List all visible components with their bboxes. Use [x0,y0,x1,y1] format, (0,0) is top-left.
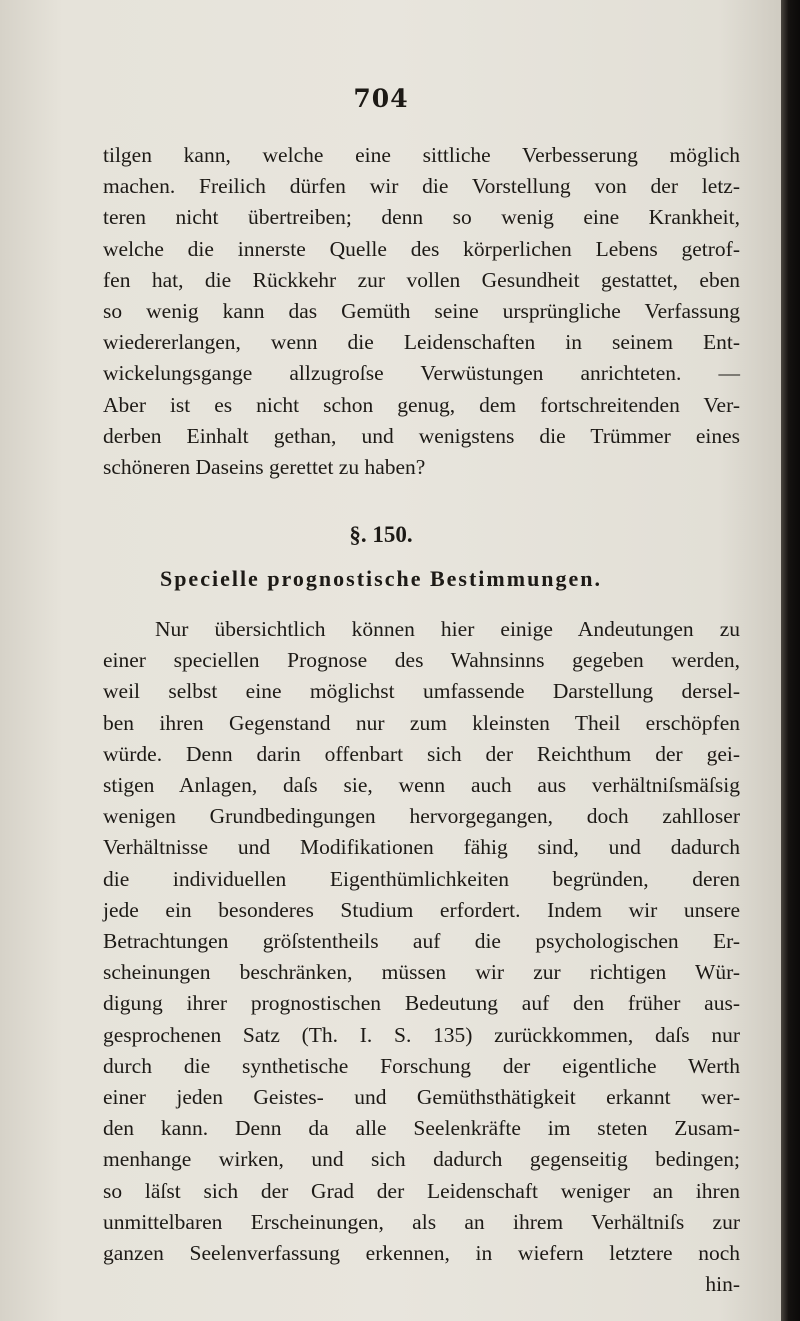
book-edge-shadow [781,0,800,1321]
text-line: wenigen Grundbedingungen hervorgegangen, doch zahlloser [103,804,740,829]
text-line: stigen Anlagen, daſs sie, wenn auch aus verhältniſsmäſsig [103,773,740,798]
page-number: 704 [353,84,409,113]
text-line: durch die synthetische Forschung der eigentliche Werth [103,1053,740,1078]
text-line: menhange wirken, und sich dadurch gegenseitig bedingen; [103,1147,740,1172]
text-line: so läſst sich der Grad der Leidenschaft weniger an ihren [103,1178,740,1203]
text-line: gesprochenen Satz (Th. I. S. 135) zurückkommen, daſs nur [103,1022,740,1047]
text-line: jede ein besonderes Studium erfordert. Indem wir unsere [103,897,740,922]
text-line: Aber ist es nicht schon genug, dem fortschreitenden Ver- [103,392,740,417]
text-line: unmittelbaren Erscheinungen, als an ihrem Verhältniſs zur [103,1209,740,1234]
text-line: wiedererlangen, wenn die Leidenschaften in seinem Ent- [103,330,740,355]
text-line: ganzen Seelenverfassung erkennen, in wiefern letztere noch [103,1241,740,1266]
catchword: hin- [705,1272,740,1297]
text-line: ben ihren Gegenstand nur zum kleinsten Theil erschöpfen [103,710,740,735]
text-line: digung ihrer prognostischen Bedeutung auf den früher aus- [103,991,740,1016]
text-line: so wenig kann das Gemüth seine ursprüngliche Verfassung [103,299,740,324]
text-line: machen. Freilich dürfen wir die Vorstellung von der letz- [103,174,740,199]
text-line: den kann. Denn da alle Seelenkräfte im steten Zusam- [103,1116,740,1141]
text-line: tilgen kann, welche eine sittliche Verbesserung möglich [103,143,740,167]
text-line: scheinungen beschränken, müssen wir zur richtigen Wür- [103,960,740,985]
text-line: die individuellen Eigenthümlichkeiten begründen, deren [103,866,740,891]
text-line: einer speciellen Prognose des Wahnsinns gegeben werden, [103,648,740,673]
paragraph-continued [103,140,740,483]
text-line: weil selbst eine möglichst umfassende Darstellung dersel- [103,679,740,704]
text-line: derben Einhalt gethan, und wenigstens die Trümmer eines [103,423,740,448]
text-line: teren nicht übertreiben; denn so wenig eine Krankheit, [103,205,740,230]
text-line: Verhältnisse und Modifikationen fähig sind, und dadurch [103,835,740,860]
text-line: welche die innerste Quelle des körperlichen Lebens getrof- [103,236,740,261]
text-line: würde. Denn darin offenbart sich der Reichthum der gei- [103,741,740,766]
text-line: Betrachtungen gröſstentheils auf die psychologischen Er- [103,929,740,954]
text-line: fen hat, die Rückkehr zur vollen Gesundheit gestattet, eben [103,267,740,292]
text-line: Nur übersichtlich können hier einige Andeutungen zu [155,617,740,641]
paragraph-section-150 [103,614,740,1300]
section-number: §. 150. [349,522,413,547]
text-line: wickelungsgange allzugroſse Verwüstungen anrichteten. — [103,361,740,386]
section-title: Specielle prognostische Bestimmungen. [159,566,603,591]
text-line: einer jeden Geistes- und Gemüthsthätigkeit erkannt wer- [103,1085,740,1110]
text-line: schöneren Daseins gerettet zu haben? [103,455,426,480]
